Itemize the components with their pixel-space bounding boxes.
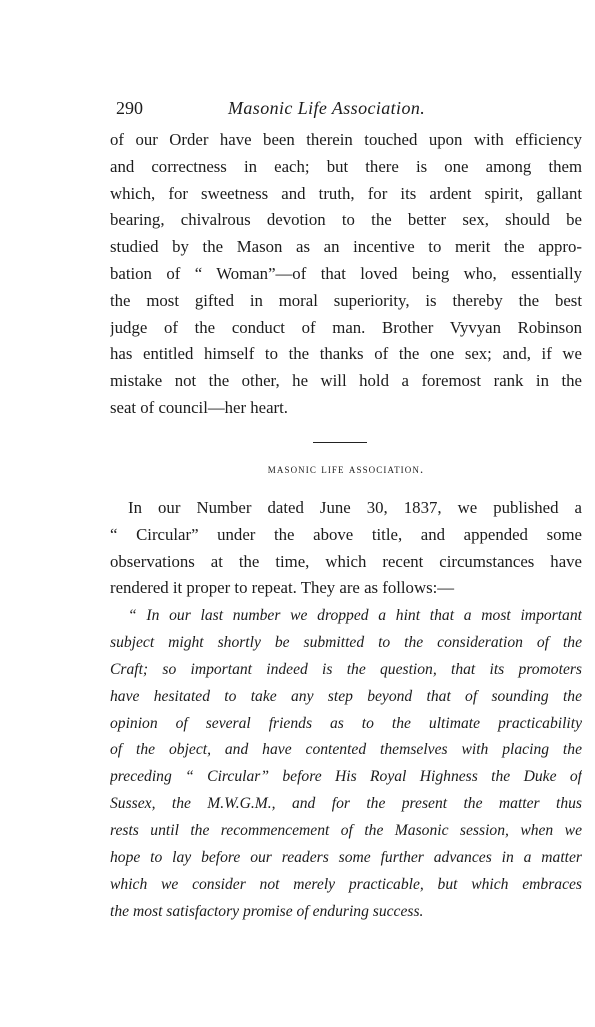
quote-line: which we consider not merely practicable, but which embraces bbox=[110, 875, 582, 893]
running-title: Masonic Life Association. bbox=[228, 98, 426, 118]
quote-line: have hesitated to take any step beyond that of sounding the bbox=[110, 687, 582, 705]
section-divider bbox=[313, 442, 367, 443]
running-head bbox=[116, 96, 476, 120]
quote-line: of the object, and have contented themselves with placing the bbox=[110, 741, 582, 759]
quote-line: preceding “ Circular” before His Royal Highness the Duke of bbox=[110, 768, 582, 786]
text-line: mistake not the other, he will hold a foremost rank in the bbox=[110, 371, 582, 391]
text-line: seat of council—her heart. bbox=[110, 397, 288, 417]
quote-line: subject might shortly be submitted to the consideration of the bbox=[110, 633, 582, 651]
quoted-passage bbox=[110, 603, 582, 926]
quote-line: the most satisfactory promise of enduring success. bbox=[110, 902, 424, 920]
quote-line: Craft; so important indeed is the question, that its promoters bbox=[110, 660, 582, 678]
page-number: 290 bbox=[116, 98, 143, 118]
text-line: studied by the Mason as an incentive to merit the appro- bbox=[110, 237, 582, 257]
quote-line: hope to lay before our readers some further advances in a matter bbox=[110, 849, 582, 867]
text-line: which, for sweetness and truth, for its ardent spirit, gallant bbox=[110, 183, 582, 203]
quote-line: rests until the recommencement of the Masonic session, when we bbox=[110, 822, 582, 840]
quote-line: opinion of several friends as to the ultimate practicability bbox=[110, 714, 582, 732]
text-line: of our Order have been therein touched upon with efficiency bbox=[110, 130, 582, 149]
text-line: “ Circular” under the above title, and appended some bbox=[110, 524, 582, 544]
text-line: the most gifted in moral superiority, is thereby the best bbox=[110, 290, 582, 310]
quote-line: “ In our last number we dropped a hint that a most important bbox=[128, 607, 582, 624]
text-line: bearing, chivalrous devotion to the better sex, should be bbox=[110, 210, 582, 230]
paragraph-continued bbox=[110, 127, 582, 422]
text-line: bation of “ Woman”—of that loved being who, essentially bbox=[110, 263, 582, 283]
text-line: has entitled himself to the thanks of the one sex; and, if we bbox=[110, 344, 582, 364]
paragraph-intro bbox=[110, 495, 582, 602]
text-line: In our Number dated June 30, 1837, we published a bbox=[128, 498, 582, 517]
text-line: rendered it proper to repeat. They are as follows:— bbox=[110, 578, 455, 598]
text-line: and correctness in each; but there is one among them bbox=[110, 156, 582, 176]
text-line: judge of the conduct of man. Brother Vyvyan Robinson bbox=[110, 317, 582, 337]
quote-line: Sussex, the M.W.G.M., and for the present the matter thus bbox=[110, 795, 582, 813]
text-line: observations at the time, which recent circumstances have bbox=[110, 551, 582, 571]
section-heading: masonic life association. bbox=[267, 462, 425, 476]
